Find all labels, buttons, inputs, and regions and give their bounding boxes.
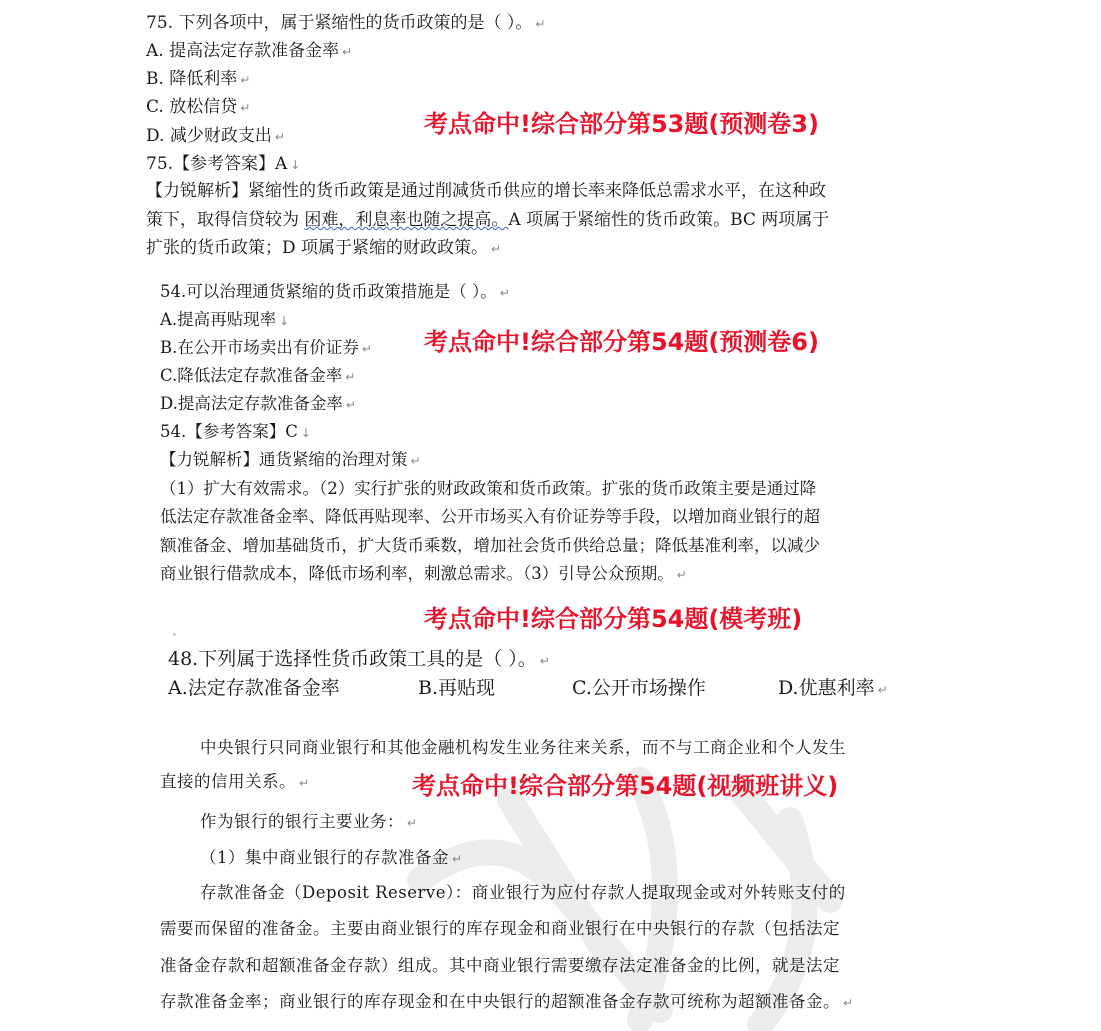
question-48-option-b: B.再贴现	[418, 677, 496, 699]
notes-p3: （1）集中商业银行的存款准备金 ↵	[200, 848, 463, 867]
question-75-option-d: D. 减少财政支出 ↵	[146, 126, 285, 146]
question-75-analysis-line-2: 策下，取得信贷较为 困难，利息率也随之提高。A 项属于紧缩性的货币政策。BC 两项属于	[146, 210, 830, 230]
notes-p4-line-2: 需要而保留的准备金。主要由商业银行的库存现金和商业银行在中央银行的存款（包括法定	[160, 919, 840, 938]
callout-hit-54-video: 考点命中!综合部分第54题(视频班讲义)	[412, 772, 839, 800]
stray-mark: 、	[172, 624, 185, 638]
notes-p4-line-3: 准备金存款和超额准备金存款）组成。其中商业银行需要缴存法定准备金的比例，就是法定	[160, 956, 840, 975]
callout-hit-53: 考点命中!综合部分第53题(预测卷3)	[424, 110, 819, 138]
question-54-analysis-line-3: 额准备金、增加基础货币，扩大货币乘数，增加社会货币供给总量；降低基准利率，以减少	[160, 536, 820, 555]
question-75-option-a: A. 提高法定存款准备金率 ↵	[146, 41, 353, 61]
question-54-analysis-line-2: 低法定存款准备金率、降低再贴现率、公开市场买入有价证券等手段，以增加商业银行的超	[160, 507, 820, 526]
question-75-option-c: C. 放松信贷 ↵	[146, 97, 251, 117]
question-75-option-b: B. 降低利率 ↵	[146, 69, 251, 89]
callout-hit-54-forecast: 考点命中!综合部分第54题(预测卷6)	[424, 328, 819, 356]
question-75-analysis-line-3: 扩张的货币政策；D 项属于紧缩的财政政策。 ↵	[146, 238, 502, 258]
question-54-stem: 54.可以治理通货紧缩的货币政策措施是（ ）。 ↵	[160, 282, 510, 301]
question-75-stem: 75. 下列各项中，属于紧缩性的货币政策的是（ ）。 ↵	[146, 13, 546, 33]
question-54-answer: 54.【参考答案】C ↓	[160, 422, 311, 441]
callout-hit-54-mock: 考点命中!综合部分第54题(模考班)	[424, 605, 803, 633]
notes-p4-line-1: 存款准备金（Deposit Reserve）：商业银行为应付存款人提取现金或对外转账支付的	[200, 883, 846, 902]
question-54-option-b: B.在公开市场卖出有价证券 ↵	[160, 338, 372, 357]
question-54-analysis-title: 【力锐解析】通货紧缩的治理对策 ↵	[160, 450, 421, 469]
question-48-stem: 48.下列属于选择性货币政策工具的是（ ）。 ↵	[168, 648, 550, 670]
question-48-option-d: D.优惠利率 ↵	[778, 677, 888, 699]
question-54-option-a: A.提高再贴现率 ↓	[160, 310, 290, 329]
question-54-analysis-line-1: （1）扩大有效需求。（2）实行扩张的财政政策和货币政策。扩张的货币政策主要是通过降	[160, 479, 817, 498]
notes-p1-line-1: 中央银行只同商业银行和其他金融机构发生业务往来关系，而不与工商企业和个人发生	[200, 738, 846, 757]
question-54-analysis-line-4: 商业银行借款成本，降低市场利率，刺激总需求。（3）引导公众预期。 ↵	[160, 564, 687, 583]
notes-p1-line-2: 直接的信用关系。 ↵	[160, 772, 310, 791]
notes-p2: 作为银行的银行主要业务： ↵	[200, 812, 418, 831]
notes-p4-line-4: 存款准备金率；商业银行的库存现金和在中央银行的超额准备金存款可统称为超额准备金。 ↵	[160, 992, 854, 1011]
question-75-analysis-line-1: 【力锐解析】紧缩性的货币政策是通过削减货币供应的增长率来降低总需求水平，在这种政	[146, 181, 826, 201]
question-48-option-a: A.法定存款准备金率	[168, 677, 340, 699]
question-75-answer: 75.【参考答案】A ↓	[146, 154, 301, 174]
spellcheck-underline: 困难，利息率也随之提高。	[304, 210, 509, 230]
question-54-option-d: D.提高法定存款准备金率 ↵	[160, 394, 356, 413]
question-48-option-c: C.公开市场操作	[572, 677, 706, 699]
question-54-option-c: C.降低法定存款准备金率 ↵	[160, 366, 356, 385]
